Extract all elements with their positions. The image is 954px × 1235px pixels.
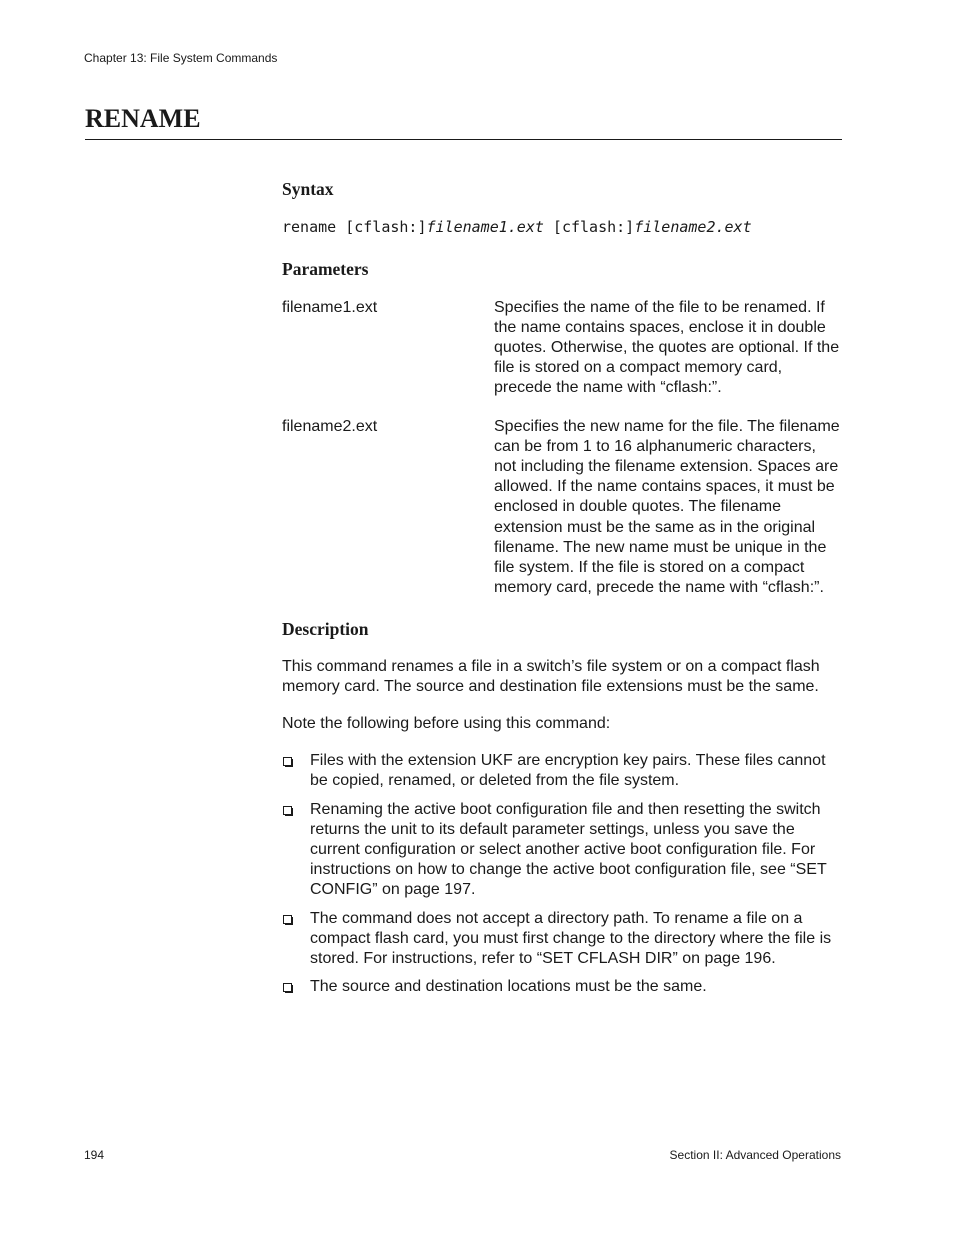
- description-heading: Description: [282, 619, 369, 640]
- list-item-text: The source and destination locations must be the same.: [310, 978, 707, 996]
- list-item: [282, 909, 842, 970]
- syntax-prefix-1: [cflash:]: [345, 218, 427, 237]
- parameter-name: filename1.ext: [282, 298, 378, 316]
- running-header: Chapter 13: File System Commands: [84, 51, 278, 65]
- parameter-name: filename2.ext: [282, 417, 378, 435]
- syntax-heading: Syntax: [282, 179, 334, 199]
- list-item-text: The command does not accept a directory path. To rename a file on a compact flash card, you must first change to the directory where the file is stored. For instructions, refer to “SET CFLASH DIR” on page 196.: [310, 909, 832, 968]
- checkbox-bullet-icon: [283, 757, 292, 766]
- checkbox-bullet-icon: [283, 915, 292, 924]
- syntax-command: rename: [282, 218, 346, 237]
- parameter-description: Specifies the name of the file to be renamed. If the name contains spaces, enclose it in double quotes. Otherwise, the quotes are optional. If the file is stored on a compact memory card, precede the name with “cflash:”.: [494, 298, 840, 397]
- description-paragraph: This command renames a file in a switch’s file system or on a compact flash memory card. The source and destination file extensions must be the same.: [282, 657, 820, 695]
- checkbox-bullet-icon: [283, 806, 292, 815]
- syntax-prefix-2: [cflash:]: [543, 218, 635, 237]
- title-rule: [85, 139, 842, 140]
- content: [282, 179, 842, 998]
- notes-list: [282, 751, 842, 997]
- syntax-arg-2: filename2.ext: [634, 218, 752, 237]
- list-item: [282, 751, 842, 791]
- page-number: 194: [84, 1148, 105, 1162]
- list-item: [282, 977, 842, 997]
- syntax-line: [282, 217, 842, 237]
- description-note: Note the following before using this command:: [282, 715, 611, 733]
- parameter-row: [282, 417, 842, 599]
- parameters-heading: Parameters: [282, 259, 369, 280]
- parameter-row: [282, 298, 842, 399]
- list-item-text: Files with the extension UKF are encryption key pairs. These files cannot be copied, renamed, or deleted from the file system.: [310, 752, 826, 790]
- parameter-description: Specifies the new name for the file. The filename can be from 1 to 16 alphanumeric characters, not including the filename extension. Spaces are allowed. If the name contains spaces, it must be enclosed in double quotes. The filename extension must be the same as in the original filename. The new name must be unique in the file system. If the file is stored on a compact memory card, precede the name with “cflash:”.: [494, 417, 840, 597]
- list-item: [282, 800, 842, 901]
- page-title: RENAME: [85, 104, 201, 133]
- footer-section: Section II: Advanced Operations: [669, 1148, 841, 1162]
- checkbox-bullet-icon: [283, 983, 292, 992]
- list-item-text: Renaming the active boot configuration file and then resetting the switch returns the unit to its default parameter settings, unless you save the current configuration or select another active boot configuration file. For instructions on how to change the active boot configuration file, see “SET CONFIG” on page 197.: [310, 800, 827, 899]
- syntax-arg-1: filename1.ext: [426, 218, 544, 237]
